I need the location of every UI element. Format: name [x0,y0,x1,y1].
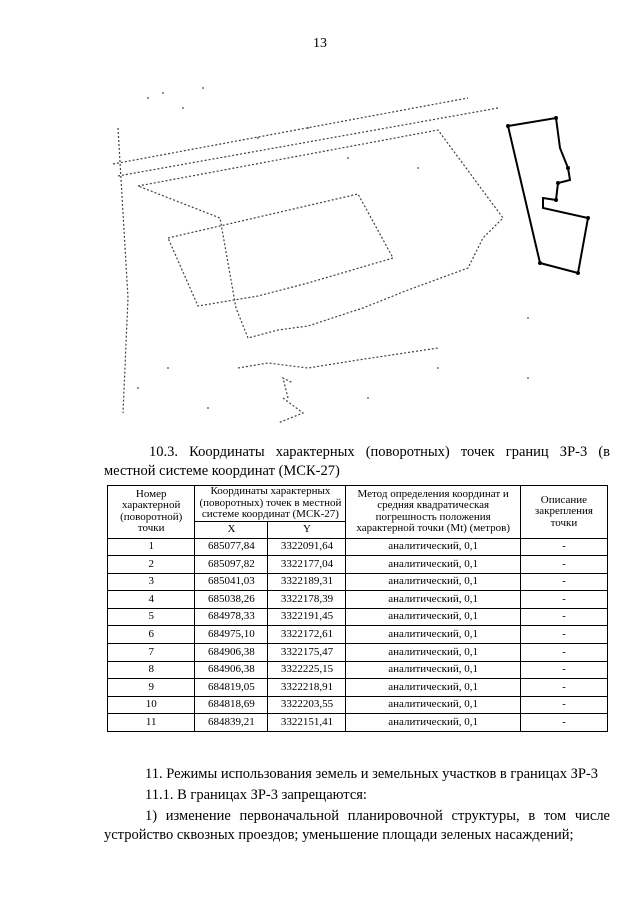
cell-method: аналитический, 0,1 [346,644,520,662]
cell-y: 3322218,91 [268,679,346,697]
table-row [108,714,608,732]
restriction-item-1-continuation: устройство сквозных проездов; уменьшение площади зеленых насаждений; [104,827,574,843]
cell-x: 684839,21 [195,714,268,732]
cell-y: 3322189,31 [268,573,346,591]
cell-description: - [520,626,607,644]
section-heading: 10.3. Координаты характерных (поворотных) точек границ ЗР-3 (в [149,444,610,460]
cell-x: 684818,69 [195,696,268,714]
table-row [108,626,608,644]
cell-description: - [520,538,607,556]
cell-description: - [520,714,607,732]
cell-point-number: 7 [108,644,195,662]
cell-x: 685038,26 [195,591,268,609]
cell-method: аналитический, 0,1 [346,538,520,556]
map-street-line [118,108,498,176]
cell-method: аналитический, 0,1 [346,608,520,626]
cell-y: 3322203,55 [268,696,346,714]
cell-point-number: 8 [108,661,195,679]
map-lower-structure [238,348,438,368]
cell-x: 685041,03 [195,573,268,591]
cell-description: - [520,679,607,697]
table-row [108,608,608,626]
table-row [108,556,608,574]
cell-description: - [520,644,607,662]
restriction-item-1: 1) изменение первоначальной планировочной структуры, в том числе [145,808,610,824]
boundary-map [108,68,608,428]
cell-point-number: 1 [108,538,195,556]
cell-point-number: 6 [108,626,195,644]
header-y: Y [268,521,346,538]
cell-description: - [520,696,607,714]
cell-y: 3322172,61 [268,626,346,644]
table-row [108,696,608,714]
header-method: Метод определения координат и средняя квадратическая погрешность положения характерной точки (Mt) (метров) [346,486,520,539]
cell-point-number: 2 [108,556,195,574]
header-point-number: Номер характерной (поворотной) точки [108,486,195,539]
cell-method: аналитический, 0,1 [346,696,520,714]
map-building-outline [138,130,503,338]
table-row [108,679,608,697]
cell-x: 684978,33 [195,608,268,626]
cell-method: аналитический, 0,1 [346,714,520,732]
cell-point-number: 9 [108,679,195,697]
table-row [108,661,608,679]
cell-point-number: 5 [108,608,195,626]
header-coordinates: Координаты характерных (поворотных) точек в местной системе координат (МСК-27) [195,486,346,522]
zone-zr3-boundary [506,116,590,275]
subsection-11-1: 11.1. В границах ЗР-3 запрещаются: [145,787,367,803]
cell-point-number: 10 [108,696,195,714]
map-inner-block [168,194,393,306]
cell-y: 3322175,47 [268,644,346,662]
cell-x: 685097,82 [195,556,268,574]
cell-x: 684906,38 [195,644,268,662]
header-x: X [195,521,268,538]
page-number: 13 [313,36,327,51]
cell-method: аналитический, 0,1 [346,591,520,609]
cell-point-number: 3 [108,573,195,591]
table-row [108,591,608,609]
cell-description: - [520,608,607,626]
map-left-edge [118,128,128,413]
cell-method: аналитический, 0,1 [346,626,520,644]
table-row [108,644,608,662]
cell-y: 3322178,39 [268,591,346,609]
table-row [108,538,608,556]
section-heading-continuation: местной системе координат (МСК-27) [104,463,340,479]
cell-description: - [520,556,607,574]
section-11-heading: 11. Режимы использования земель и земельных участков в границах ЗР-3 [145,766,599,782]
cell-description: - [520,661,607,679]
cell-method: аналитический, 0,1 [346,573,520,591]
coordinates-table [107,485,608,732]
cell-x: 684975,10 [195,626,268,644]
cell-method: аналитический, 0,1 [346,679,520,697]
cell-description: - [520,573,607,591]
cell-y: 3322177,04 [268,556,346,574]
cell-point-number: 11 [108,714,195,732]
cell-y: 3322191,45 [268,608,346,626]
cell-x: 685077,84 [195,538,268,556]
cell-description: - [520,591,607,609]
table-row [108,573,608,591]
cell-y: 3322225,15 [268,661,346,679]
map-street-line [113,98,468,164]
cell-x: 684819,05 [195,679,268,697]
cell-y: 3322151,41 [268,714,346,732]
map-lower-structure [278,398,303,423]
cell-point-number: 4 [108,591,195,609]
cell-x: 684906,38 [195,661,268,679]
cell-y: 3322091,64 [268,538,346,556]
cell-method: аналитический, 0,1 [346,661,520,679]
header-description: Описание закрепления точки [520,486,607,539]
map-plot [283,378,293,398]
cell-method: аналитический, 0,1 [346,556,520,574]
